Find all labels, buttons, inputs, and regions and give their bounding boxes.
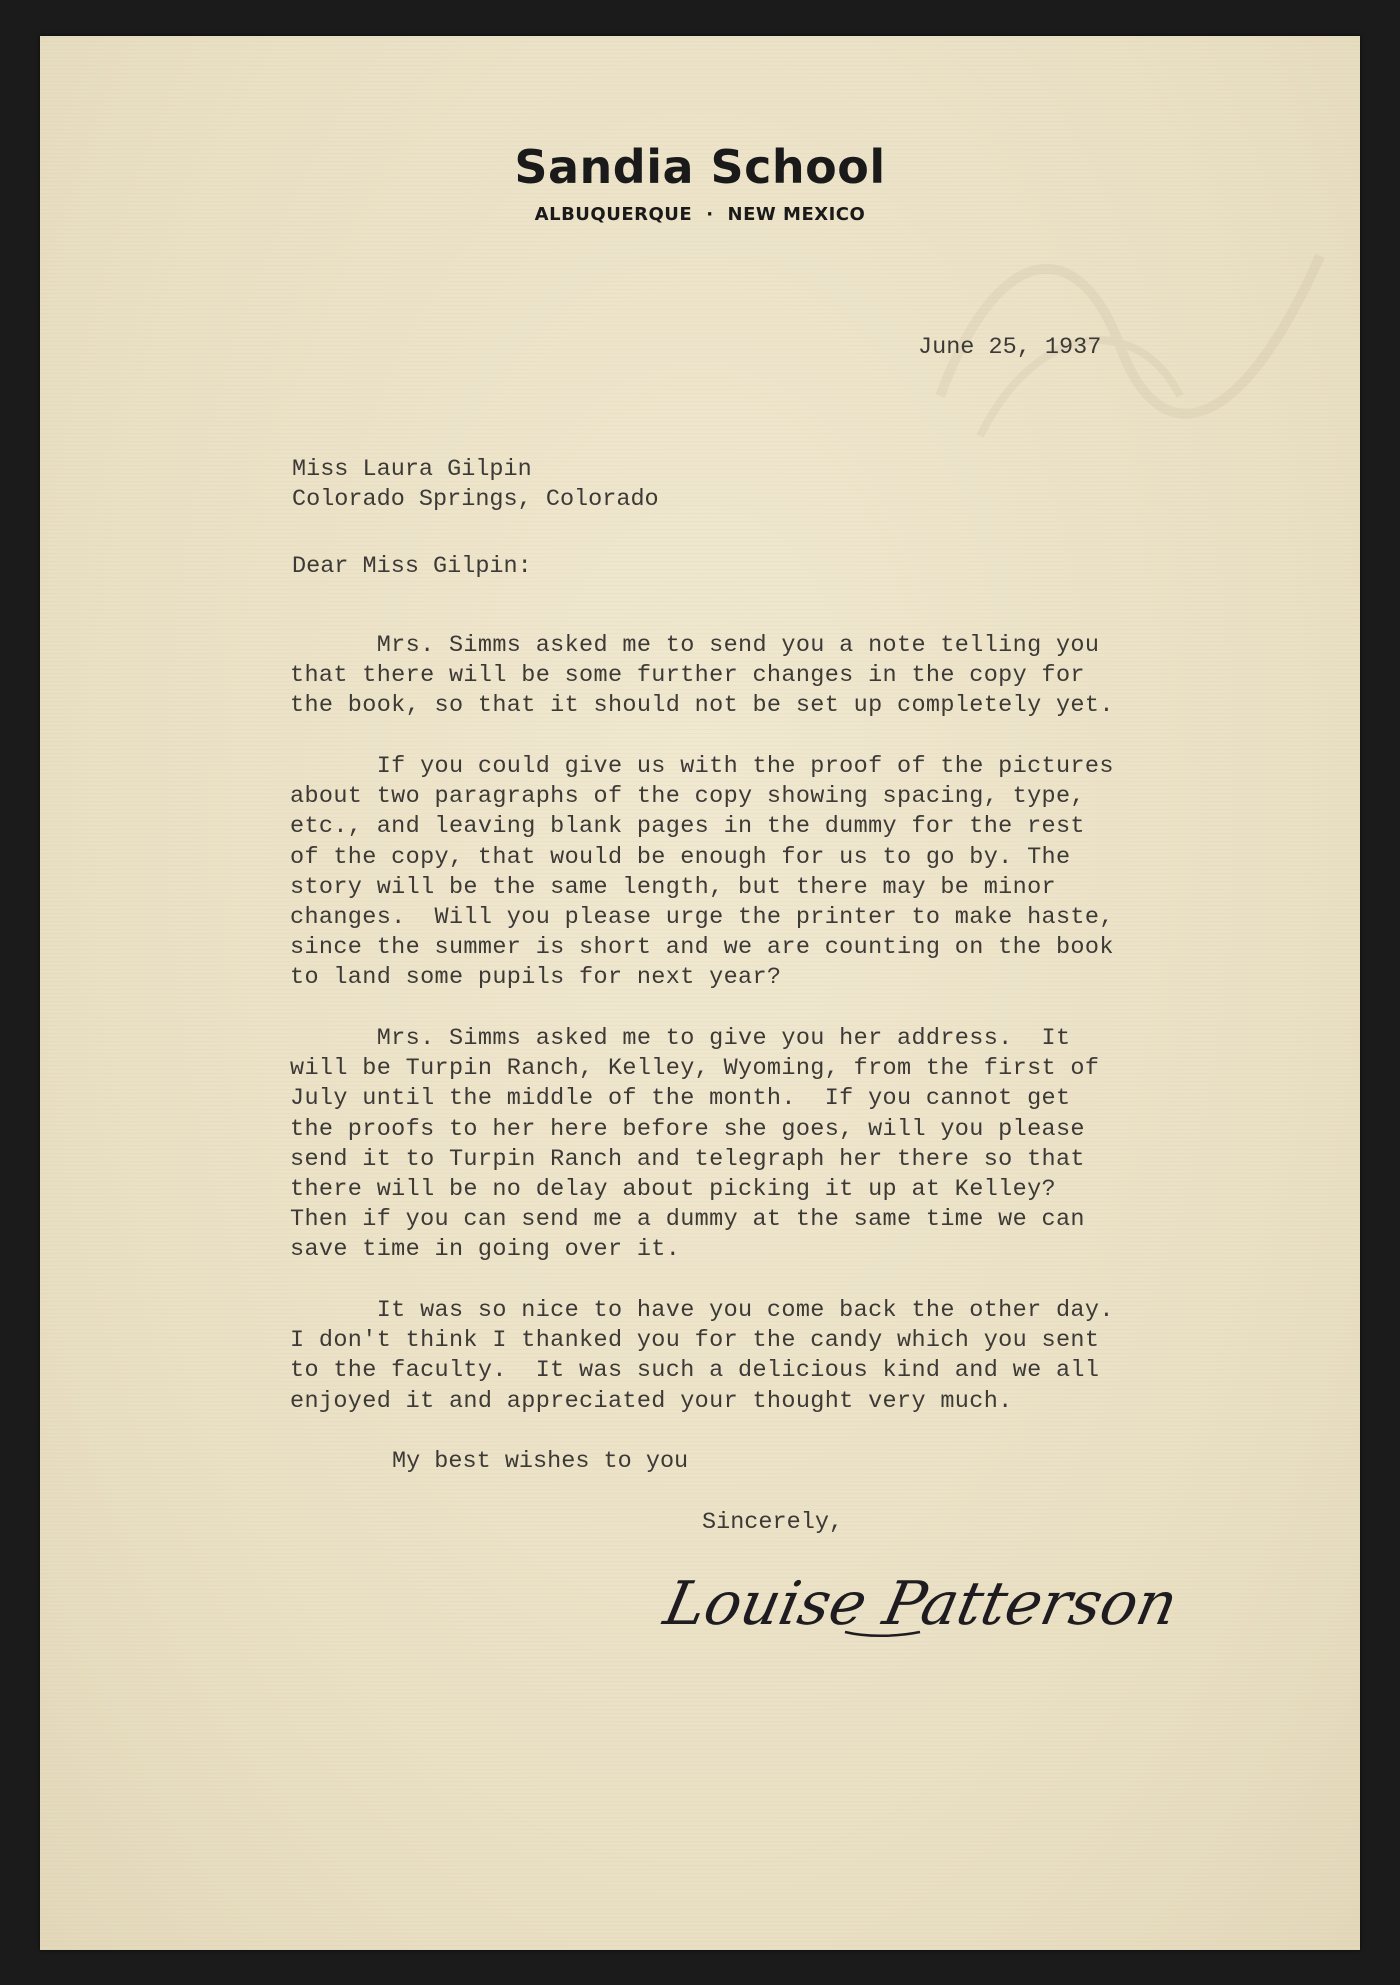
letterhead-state: NEW MEXICO — [727, 204, 866, 225]
paragraph-line: story will be the same length, but there may be minor — [290, 873, 1056, 901]
paragraph-line: I don't think I thanked you for the candy which you sent — [290, 1327, 1100, 1355]
paragraph-line: the book, so that it should not be set up completely yet. — [290, 692, 1114, 720]
paragraph-line: enjoyed it and appreciated your thought very much. — [290, 1387, 1013, 1415]
letterhead-separator: · — [706, 204, 714, 225]
recipient-address — [292, 455, 659, 515]
paragraph-line: there will be no delay about picking it up at Kelley? — [290, 1176, 1056, 1204]
paragraph-line: It was so nice to have you come back the other day. — [290, 1297, 1114, 1324]
body-paragraph-2 — [290, 752, 1114, 994]
body-paragraph-3 — [290, 1024, 1099, 1266]
paragraph-line: July until the middle of the month. If you cannot get — [290, 1085, 1071, 1113]
letterhead-school-name: Sandia School — [514, 140, 886, 194]
paragraph-line: Mrs. Simms asked me to give you her address. It — [290, 1025, 1071, 1052]
closing-wish: My best wishes to you — [392, 1448, 689, 1475]
paragraph-line: that there will be some further changes in the copy for — [290, 662, 1085, 690]
paragraph-line: Mrs. Simms asked me to send you a note telling you — [290, 632, 1100, 659]
paragraph-line: since the summer is short and we are counting on the book — [290, 934, 1114, 962]
paragraph-line: send it to Turpin Ranch and telegraph her there so that — [290, 1145, 1085, 1173]
paragraph-line: changes. Will you please urge the printer to make haste, — [290, 904, 1114, 932]
paragraph-line: save time in going over it. — [290, 1236, 681, 1264]
body-paragraph-4 — [290, 1296, 1114, 1417]
signature-text: Louise Patterson — [658, 1569, 1184, 1639]
paragraph-line: the proofs to her here before she goes, will you please — [290, 1115, 1085, 1143]
paper-watermark — [920, 196, 1340, 456]
paragraph-line: will be Turpin Ranch, Kelley, Wyoming, from the first of — [290, 1055, 1100, 1083]
signature-icon — [658, 1546, 1184, 1656]
paragraph-line: If you could give us with the proof of the pictures — [290, 753, 1114, 780]
paragraph-line: to land some pupils for next year? — [290, 964, 782, 992]
paragraph-line: Then if you can send me a dummy at the same time we can — [290, 1206, 1085, 1234]
letter-date: June 25, 1937 — [918, 334, 1102, 361]
recipient-location: Colorado Springs, Colorado — [292, 486, 659, 513]
paragraph-line: to the faculty. It was such a delicious kind and we all — [290, 1357, 1100, 1385]
paragraph-line: etc., and leaving blank pages in the dummy for the rest — [290, 813, 1085, 841]
letterhead-city: ALBUQUERQUE — [534, 204, 693, 225]
letterhead-location — [40, 204, 1360, 225]
salutation: Dear Miss Gilpin: — [292, 553, 532, 580]
letter-page — [40, 36, 1360, 1950]
body-paragraph-1 — [290, 631, 1114, 722]
paragraph-line: of the copy, that would be enough for us to go by. The — [290, 843, 1071, 871]
closing: Sincerely, — [702, 1509, 844, 1536]
paragraph-line: about two paragraphs of the copy showing spacing, type, — [290, 783, 1085, 811]
handwritten-signature — [658, 1546, 1184, 1656]
recipient-name: Miss Laura Gilpin — [292, 456, 532, 483]
